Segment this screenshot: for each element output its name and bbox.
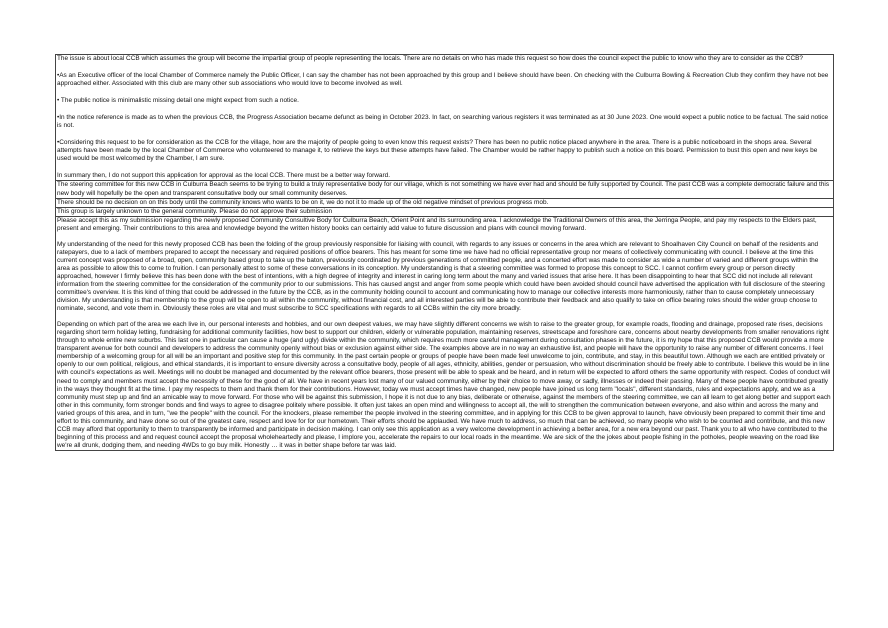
paragraph: This group is largely unknown to the general community. Please do not approve their submission [57, 207, 333, 215]
paragraph: There should be no decision on on this body until the community knows who wants to be on it, we do not it to made up of the old negative mindset of previous progress mob. [57, 198, 549, 206]
table-cell [56, 55, 834, 181]
paragraph: •Considering this request to be for consideration as the CCB for the village, how are the majority of people going to even know this request exists? There has been no public notice placed anywhere in the area. There is a public noticeboard in the shops area. Several attempts have been made by the local Chamber of Commerce who volunteered to manage it, to retrieve the keys but these attempts have failed. The Chamber would be rather happy to publish such a notice on this board. Permission to bust this open and new keys be used would be most welcomed by the Chamber, I am sure. [57, 139, 818, 163]
table-cell [56, 198, 834, 207]
paragraph: Depending on which part of the area we each live in, our personal interests and hobbies, and our own deepest values, we may have slightly different concerns we wish to raise to the greater group, for example roads, flooding and drainage, proposed rate rises, decisions regarding short term holiday letting, fundraising for additional community facilities, how best to support our children, elderly or vulnerable population, maintaining reserves, streetscape and foreshore care, concerns about nearby developments from smaller renovations right through to whole entire new suburbs. This last one in particular can cause a huge (and ugly) divide within the community, which requires much more careful management during consultation phases in the future, it is my hope that this proposed CCB would provide a more transparent avenue for both council and developers to address the community openly without bias or exclusion against either side. The examples above are in no way an exhaustive list, and people will have the opportunity to raise any number of different concerns. I feel membership of a welcoming group for all will be an important and positive step for this community. In the past certain people or groups of people have been made feel unwelcome to join, contribute, and stay, in this beautiful town. Although we each are entitled privately or openly to our own political, religious, and ethical standards, it is important to ensure diversity across a consultative body, people of all ages, ethnicity, abilities, gender or persuasion, who without discrimination should be freely able to contribute. I believe this would be in line with council's expectations as well. Meetings will no doubt be managed and documented by the relevant office bearers, those present will be able to speak and be heard, and in return will be expected to afford others the same opportunity with respect. Codes of conduct will need to comply and members must accept the necessity of these for the good of all. We have in recent years lost many of our valued community, either by their choice to move away, or sadly, illnesses or indeed their passing. Many of these people have contributed greatly in the ways they thought fit at the time. I pay my respects to them and thank them for their contributions. However, today we must accept times have changed, new people have joined us long term "locals", different standards, rules and expectations apply, and we as a community must step up and find an amicable way to move forward. For those who will be against this submission, I hope it is not due to any bias, deliberate or otherwise, against the members of the steering committee, we can all learn to get along better and support each other in this community, form stronger bonds and find ways to agree to disagree politely where possible. It often just takes an open mind and willingness to accept all, the will to strengthen the communication between everyone, and also within and across the many and varied groups of this area, and in turn, "we the people" with the council. For the knockers, please remember the people involved in the steering committee, and in applying for this CCB to be given approval to launch, have obviously been prepared to commit their time and effort to this community, and have done so out of the greatest care, respect and love for for our hometown. Their efforts should be applauded. We have much to address, so much that can be achieved, so many people who wish to be counted and contribute, and this new CCB may afford that opportunity to them to transparently be informed and participate in decision making. I can only see this application as a very welcome development in achieving a better area, for a new era beyond our past. Thank you to all who have contributed to the beginning of this process and and request council accept the proposal wholeheartedly and please, I implore you, accelerate the repairs to our local roads in the meantime. We are sick of the the jokes about people fishing in the potholes, people weaving on the road like we're all drunk, dodging them, and needing 4WDs to go buy milk. Honestly … it was in better shape before tar was laid. [57, 321, 831, 449]
table-row [56, 198, 834, 207]
paragraph: •As an Executive officer of the local Chamber of Commerce namely the Public Officer, I can say the chamber has not been approached by this group and I believe should have been. On checking with the Culburra Bowling & Recreation Club they confirm they have not bee approached either. Associated with this club are many other sub associations who would love to become involved as well. [57, 72, 829, 88]
table-cell [56, 207, 834, 216]
table-cell [56, 181, 834, 198]
table-row [56, 207, 834, 216]
paragraph: • The public notice is minimalistic missing detail one might expect from such a notice. [57, 97, 299, 105]
paragraph: In summary then, I do not support this application for approval as the local CCB. There must be a better way forward. [57, 172, 391, 180]
paragraph: •In the notice reference is made as to when the previous CCB, the Progress Association became defunct as being in October 2023. In fact, on searching various registers it was terminated as at 30 June 2023. One would expect a public notice to be factual. The said notice is not. [57, 114, 829, 130]
paragraph: Please accept this as my submission regarding the newly proposed Community Consultive Body for Culburra Beach, Orient Point and its surrounding area. I acknowledge the Traditional Owners of this area, the Jerringa People, and pay my respects to the Elders past, present and emerging. Their contributions to this area and knowledge beyond the written history books can certainly add value to future discussion and plans with council moving forward. [57, 216, 817, 232]
submissions-table [55, 54, 834, 451]
paragraph: My understanding of the need for this newly proposed CCB has been the folding of the group previously responsible for liaising with council, with regards to any issues or concerns in the area which are relevant to Shoalhaven City Council on behalf of the residents and ratepayers, due to a lack of members prepared to accept the necessary and required positions of office bearers. This has meant for some time we have had no official representative group nor means of collectively communicating with council. I believe at the time this current concept was proposed of a broad, open, community based group to take up the baton, previously coordinated by previous generations of committed people, and a concerted effort was made to consider as wide a number of varied and different groups within the area as possible to allow this to come to fruition. I can personally attest to some of these conversations in its conception. My understanding is that a steering committee was formed to propose this concept to SCC. I cannot confirm every group or person directly approached, however I firmly believe this has been done with the best of intentions, with a high degree of integrity and interest in caring long term about the many and varied issues that arise here. It has been disappointing to hear that SCC did not include all relevant information from the steering committee for the consideration of the community prior to our submissions. This has caused angst and anger from some people which could have been avoided should council have advertised the application with full disclosure of the steering committee's overview. It is this kind of thing that could be addressed in the future by the CCB, as in the community holding council to account and communicating how to manage our collective interests more harmoniously, rather than to cause completely unnecessary division. My understanding is that membership to the group will be open to all within the community, without financial cost, and all interested parties will be able to contribute their feedback and also qualify to take on office bearing roles should the wider group choose to nominate, second, and vote them in. Obviously these roles are vital and must subscribe to SCC specifications with regards to all CCBs within the city more broadly. [57, 240, 825, 313]
paragraph: The steering committee for this new CCB in Culburra Beach seems to be trying to build a truly representative body for our village, which is not something we have ever had and should be fully supported by Council. The past CCB was a complete democratic failure and this new body will hopefully be the open and transparent consultative body our small community deserves. [57, 181, 830, 197]
table-row [56, 181, 834, 198]
table-row [56, 216, 834, 450]
paragraph: The issue is about local CCB which assumes the group will become the impartial group of people representing the locals. There are no details on who has made this request so how does the council expect the public to know who they are to consider as the CCB? [57, 55, 803, 62]
table-row [56, 55, 834, 181]
table-cell [56, 216, 834, 450]
